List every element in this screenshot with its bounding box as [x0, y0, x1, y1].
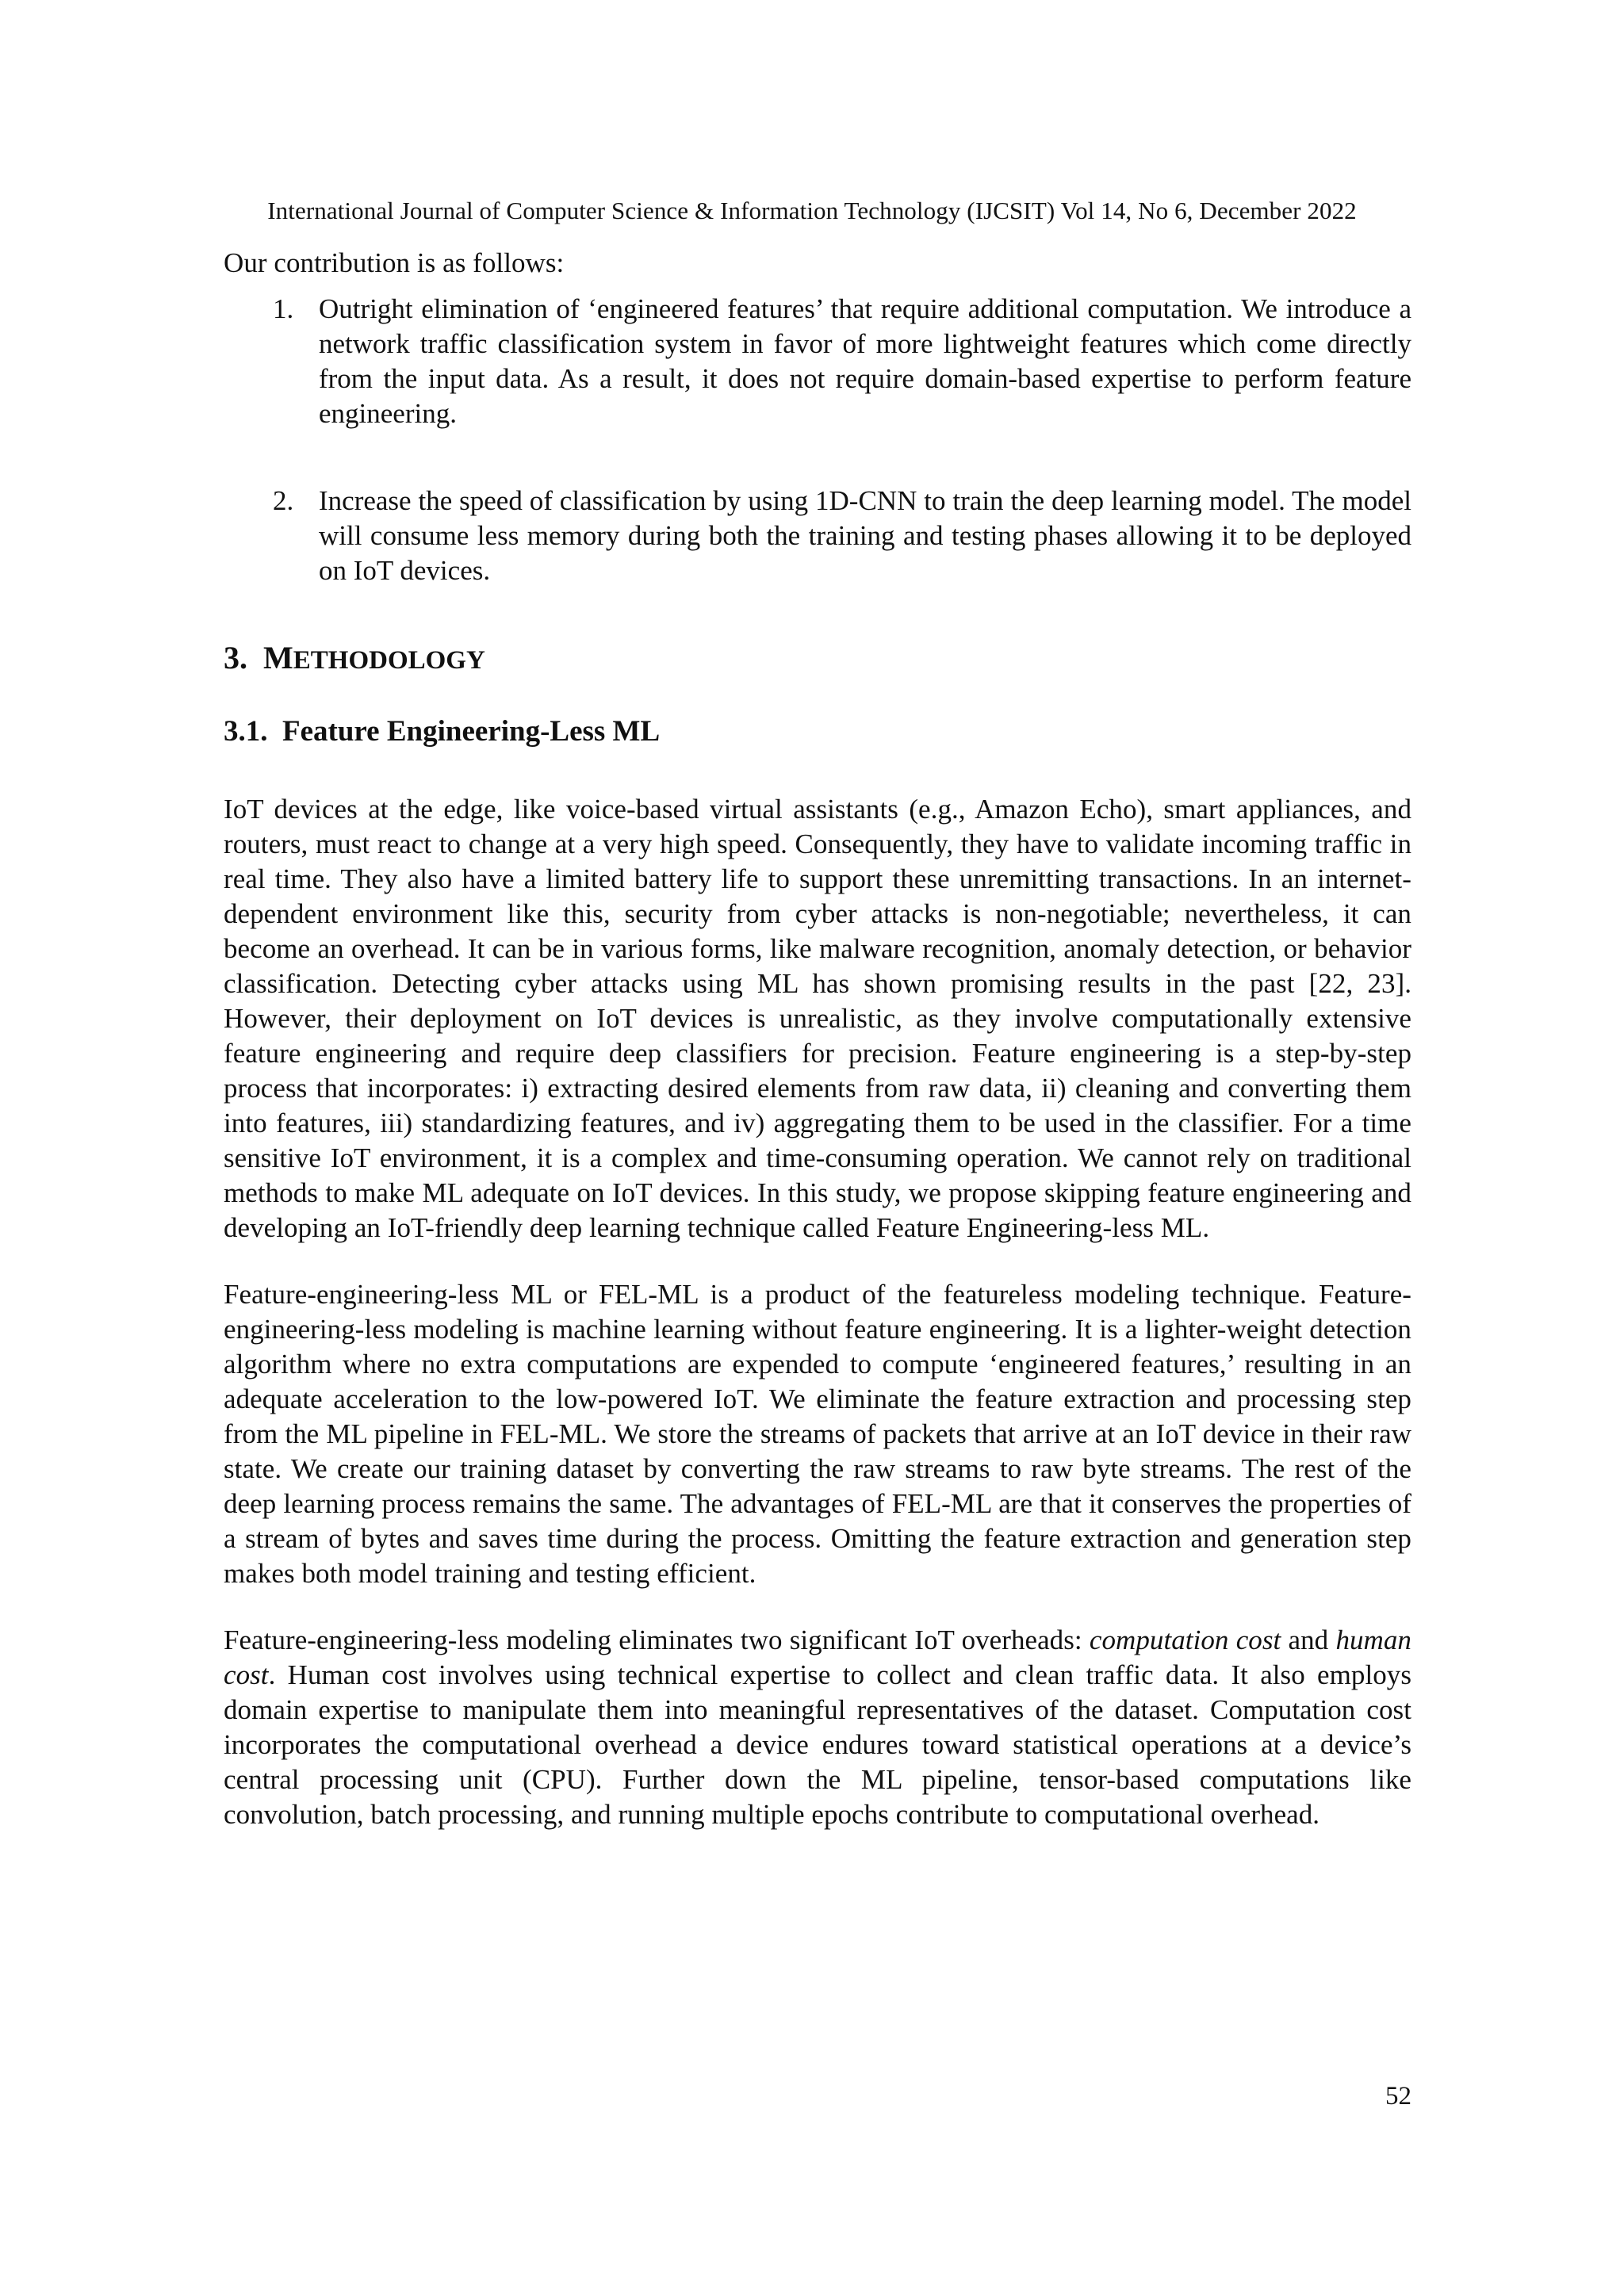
emphasis-computation-cost: computation cost — [1089, 1624, 1281, 1655]
body-paragraph — [224, 1623, 1411, 1832]
paragraph-text: and — [1281, 1624, 1336, 1655]
paragraph-text: Feature-engineering-less modeling eliminates two significant IoT overheads: — [224, 1624, 1090, 1655]
contribution-list — [224, 292, 1411, 588]
section-title-initial: M — [263, 640, 293, 675]
running-header: International Journal of Computer Science & Information Technology (IJCSIT) Vol 14, No 6, December 2022 — [267, 197, 1357, 224]
subsection-number: 3.1. — [224, 715, 268, 748]
emphasis-human-cost: human cost — [224, 1624, 1411, 1690]
page-content — [224, 246, 1411, 1832]
section-title-rest: ETHODOLOGY — [293, 646, 485, 675]
list-item — [224, 484, 1411, 588]
paragraph-text: . Human cost involves using technical expertise to collect and clean traffic data. It also employs domain expertise to manipulate them into meaningful representatives of the dataset. Computation cost incorporates the computational overhead a device endures toward statistical operations at a device’s central processing unit (CPU). Further down the ML pipeline, tensor-based computations like convolution, batch processing, and running multiple epochs contribute to computational overhead. — [224, 1659, 1411, 1830]
list-item-number: 2. — [273, 485, 294, 516]
section-heading — [224, 637, 1411, 681]
body-paragraph: Feature-engineering-less ML or FEL-ML is a product of the featureless modeling technique. Feature-engineering-less modeling is machine learning without feature engineering. It is a lighter-weight detection algorithm where no extra computations are expended to compute ‘engineered features,’ resulting in an adequate acceleration to the low-powered IoT. We eliminate the feature extraction and processing step from the ML pipeline in FEL-ML. We store the streams of packets that arrive at an IoT device in their raw state. We create our training dataset by converting the raw streams to raw byte streams. The rest of the deep learning process remains the same. The advantages of FEL-ML are that it conserves the properties of a stream of bytes and saves time during the process. Omitting the feature extraction and generation step makes both model training and testing efficient. — [224, 1279, 1411, 1589]
body-paragraph: IoT devices at the edge, like voice-based virtual assistants (e.g., Amazon Echo), smart appliances, and routers, must react to change at a very high speed. Consequently, they have to validate incoming traffic in real time. They also have a limited battery life to support these unremitting transactions. In an internet-dependent environment like this, security from cyber attacks is non-negotiable; nevertheless, it can become an overhead. It can be in various forms, like malware recognition, anomaly detection, or behavior classification. Detecting cyber attacks using ML has shown promising results in the past [22, 23]. However, their deployment on IoT devices is unrealistic, as they involve computationally extensive feature engineering and require deep classifiers for precision. Feature engineering is a step-by-step process that incorporates: i) extracting desired elements from raw data, ii) cleaning and converting them into features, iii) standardizing features, and iv) aggregating them to be used in the classifier. For a time sensitive IoT environment, it is a complex and time-consuming operation. We cannot rely on traditional methods to make ML adequate on IoT devices. In this study, we propose skipping feature engineering and developing an IoT-friendly deep learning technique called Feature Engineering-less ML. — [224, 794, 1411, 1243]
section-number: 3. — [224, 640, 247, 675]
list-item — [224, 292, 1411, 431]
subsection-heading — [224, 713, 1411, 751]
list-item-text: Outright elimination of ‘engineered features’ that require additional computation. We introduce a network traffic classification system in favor of more lightweight features which come directly from the input data. As a result, it does not require domain-based expertise to perform feature engineering. — [319, 293, 1411, 429]
contribution-intro: Our contribution is as follows: — [224, 247, 565, 278]
list-item-text: Increase the speed of classification by using 1D-CNN to train the deep learning model. The model will consume less memory during both the training and testing phases allowing it to be deployed on IoT devices. — [319, 485, 1411, 586]
subsection-title: Feature Engineering-Less ML — [282, 715, 661, 748]
page-number: 52 — [1385, 2082, 1411, 2110]
list-item-number: 1. — [273, 293, 294, 324]
